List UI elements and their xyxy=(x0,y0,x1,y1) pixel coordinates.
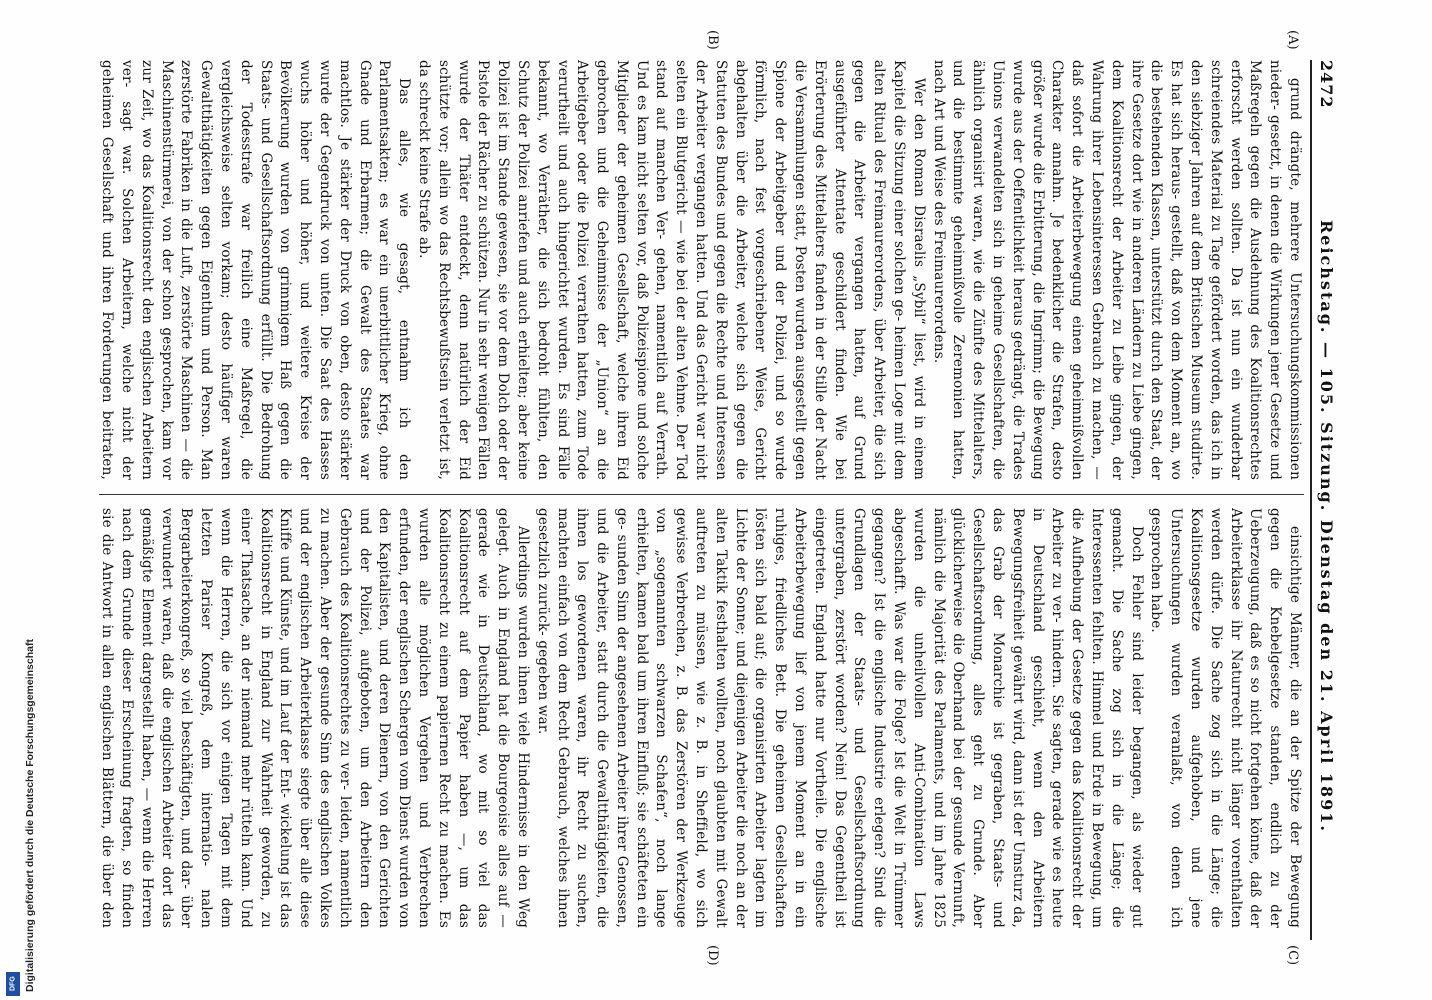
page-header xyxy=(1310,60,1340,940)
digitization-note: Digitalisierung gefördert durch die Deutsche Forschungsgemeinschaft xyxy=(24,639,36,992)
header-rule xyxy=(1310,60,1312,940)
paragraph: Wer den Roman Disraelis „Sybil“ liest, wird in einem Kapitel die Sitzung einer solchen ge- heimen Loge mit dem alten Ritual des Freimaurerordens, über Arbeiter, die sich gegen die Arbeiter vergangen hatten, auf Grund ausgeführter Attentate geschildert finden. Wie bei Erörterung des Mittelalters fanden in der Stille der Nacht die Versammlungen statt, Posten wurden ausgestellt gegen Spione der Arbeitgeber und der Polizei, und so wurde förmlich, nach fest vorgeschriebener Weise, Gericht abgehalten über die Arbeiter, welche sich gegen die Statuten des Bundes und gegen die Rechte und Interessen der Arbeiter vergangen hatten. Und das Gericht war nicht selten ein Blutgericht — wie bei der alten Vehme. Der Tod stand auf manchen Ver- gehen, namentlich auf Verrath. Und es kam nicht selten vor, daß Polizeispione und solche Mitglieder der geheimen Gesellschaft, welche ihren Eid gebrochen und die Geheimnisse der „Union“ an die Arbeitgeber oder die Polizei verrathen hatten, zum Tode verurtheilt und auch hingerichtet wurden. Es sind Fälle bekannt, wo Verräther, die sich bedroht fühlten, den Schutz der Polizei anriefen und auch erhielten; aber keine Polizei ist im Stande gewesen, sie vor dem Dolch oder der Pistole der Rächer zu schützen. Nur in sehr wenigen Fällen wurde der Thäter entdeckt, denn natürlich der Eid schützte vor; allein wo das Rechtsbewußtsein verletzt ist, da schreckt keine Strafe ab. xyxy=(415,60,927,480)
dfg-logo: DFG xyxy=(6,972,20,996)
margin-mark-b: (B) xyxy=(705,30,720,50)
paragraph: Das alles, wie gesagt, entnahm ich den Parlamentsakten; es war ein unerbittlicher Krieg, ohne Gnade und Erbarmen; die Gewalt des Staates war machtlos. Je stärker der Druck von oben, desto stärker wurde der Gegendruck von unten. Die Saat des Hasses wuchs höher und höher, und weitere Kreise der Bevölkerung wurden von grimmigem Haß gegen die Staats- und Gesellschaftsordnung erfüllt. Die Bedrohung der Todesstrafe war freilich eine Maßregel, die vergleichsweise selten vorkam; desto häufiger waren Gewaltthätigkeiten gegen Eigenthum und Person. Man zerstörte Fabriken in die Luft, zerstörte Maschinen — die Maschinenstürmerei, von der schon gesprochen, kam vor zur Zeit, wo das Koalitionsrecht den englischen Arbeitern ver- sagt war. Solchen Arbeitern, welche nicht der geheimen Gesellschaft und ihren Forderungen beitraten, xyxy=(99,60,413,480)
rotated-page-content xyxy=(75,30,1340,966)
margin-mark-a: (A) xyxy=(1285,30,1300,50)
margin-mark-c: (C) xyxy=(1285,945,1300,966)
page-number: 2472 xyxy=(1317,60,1336,109)
page-title: Reichstag. — 105. Sitzung. Dienstag den 21. April 1891. xyxy=(1317,220,1336,833)
left-text-column xyxy=(94,60,1304,480)
paragraph: Doch Fehler sind leider begangen, als wieder gut gemacht. Die Sache zog sich in die Länge; die Interessenten fehlten. Himmel und Erde in Bewegung, um die Aufhebung der Gesetze gegen das Koalitionsrecht der Arbeiter zu ver- hindern. Sie sagten, gerade wie es heute in Deutschland geschieht, wenn den Arbeitern Bewegungsfreiheit gewährt wird, dann ist der Umsturz da, das Grab der Monarchie ist gegraben, Staats- und Gesellschaftsordnung, alles geht zu Grunde. Aber glücklicherweise die Oberhand bei der gesunde Vernunft, nämlich die Majorität des Parlaments, und im Jahre 1825 wurden die unheilvollen Anti-Combination Laws abgeschafft. Was war die Folge? Ist die Welt in Trümmer gegangen? Ist die englische Industrie erlegen? Sind die Grundlagen der Staats- und Gesellschaftsordnung untergraben, zerstört worden? Nein! Das Gegentheil ist eingetreten. England hatte nur Vortheile. Die englische Arbeiterbewegung lief von jenem Moment an in ein ruhiges, friedliches Bett. Die geheimen Gesellschaften lösten sich bald auf; die organisirten Arbeiter lagten im Lichte der Sonne; und diejenigen Arbeiter die noch an der alten Taktik festhalten wollten, noch glaubten mit Gewalt auftreten zu müssen, wie z. B. in Sheffield, wo sich gewisse Verbrechen, z. B. das Zerstören der Werkzeuge von „sogenannten schwarzen Schafen“, noch lange erhielten, kamen bald um ihren Einfluß; sie schäfteten ein ge- sunden Sinn der angesehenen Arbeiter ihrer Genossen, und die Arbeiter, statt durch die Gewaltthätigkeiten, die ihnen los gewordenen waren, ihr Recht zu suchen, machten einfach von dem Recht Gebrauch, welches ihnen gesetzlich zurück- gegeben war. xyxy=(534,508,1145,928)
paragraph: Allerdings wurden ihnen viele Hindernisse in den Weg gelegt. Auch in England hat die Bourgeoisie alles auf — gerade wie in Deutschland, wo mit so viel das Koalitionsrecht auf dem Papier haben —, um das Koalitionsrecht zu einem papiernen Recht zu machen. Es wurden alle möglichen Vergehen und Verbrechen erfunden, der englischen Schergen vom Dienst wurden von den Kapitalisten, und deren Dienern, von den Gerichten und der Polizei, aufgeboten, um den Arbeitern den Gebrauch des Koalitionsrechtes zu ver- leiden, namentlich zu machen. Aber der gesunde Sinn des englischen Volkes und der englischen Arbeiterklasse siegte über alle diese Kniffe und Künste, und im Lauf der Ent- wickelung ist das Koalitionsrecht in England zur Wahrheit geworden, zu einer Thatsache, an der niemand mehr rütteln kann. Und wenn die Herren, die sich vor einigen Tagen mit dem letzten Pariser Kongreß, dem internatio- nalen Bergarbeiterkongreß, so viel beschäftigten, und dar- über verwundert waren, daß die englischen Arbeiter dort das gemäßigte Element dargestellt haben, — wenn die Herren nach dem Grunde dieser Erscheinung fragten, so finden sie die Antwort in allen englischen Blättern, die über den xyxy=(99,508,531,928)
paragraph: einsichtige Männer, die an der Spitze der Bewegung gegen die Knebelgesetze standen, endlich zu der Ueberzeugung, daß es so nicht fortgehen könne, daß der Arbeiterklasse ihr Naturrecht nicht länger vorenthalten werden dürfe. Die Sache zog sich in die Länge; die Koalitionsgesetze wurden aufgehoben, und jene Untersuchungen wurden veranlaßt, von denen ich gesprochen habe. xyxy=(1148,508,1303,928)
right-text-column xyxy=(94,508,1304,928)
digitization-footer xyxy=(0,0,36,1000)
margin-mark-d: (D) xyxy=(705,945,720,966)
column-divider xyxy=(99,494,1304,495)
paragraph: grund drängte, mehrere Untersuchungskommissionen nieder- gesetzt, in denen die Wirkungen jener Gesetze und Maßregeln gegen die Ausdehnung des Koalitionsrechtes erforscht werden sollten. Da ist nun ein wunderbar schreiendes Material zu Tage gefördert worden, das ich in den siebziger Jahren auf dem Britischen Museum studirte. Es hat sich heraus- gestellt, daß von dem Moment an, wo die bestehenden Klassen, unterstützt durch den Staat, der ihre Gesetze dort wie in anderen Ländern zu Liebe gingen, dem Koalitionsrecht der Arbeiter zu Leibe gingen, der Wahrung ihrer Lebensinteressen Gebrauch zu machen, — daß sofort die Arbeiterbewegung einen geheimnißvollen Charakter annahm. Je bedenklicher die Strafen, desto größer wurde die Erbitterung, die Ingrimm; die Bewegung wurde aus der Oeffentlichkeit heraus gedrängt, die Trades Unions verwandelten sich in geheime Gesellschaften, die ähnlich organisirt waren, wie die Zünfte des Mittelalters, und die bestimmte geheimnißvolle Zeremonien hatten, nach Art und Weise des Freimaurerordens. xyxy=(930,60,1303,480)
